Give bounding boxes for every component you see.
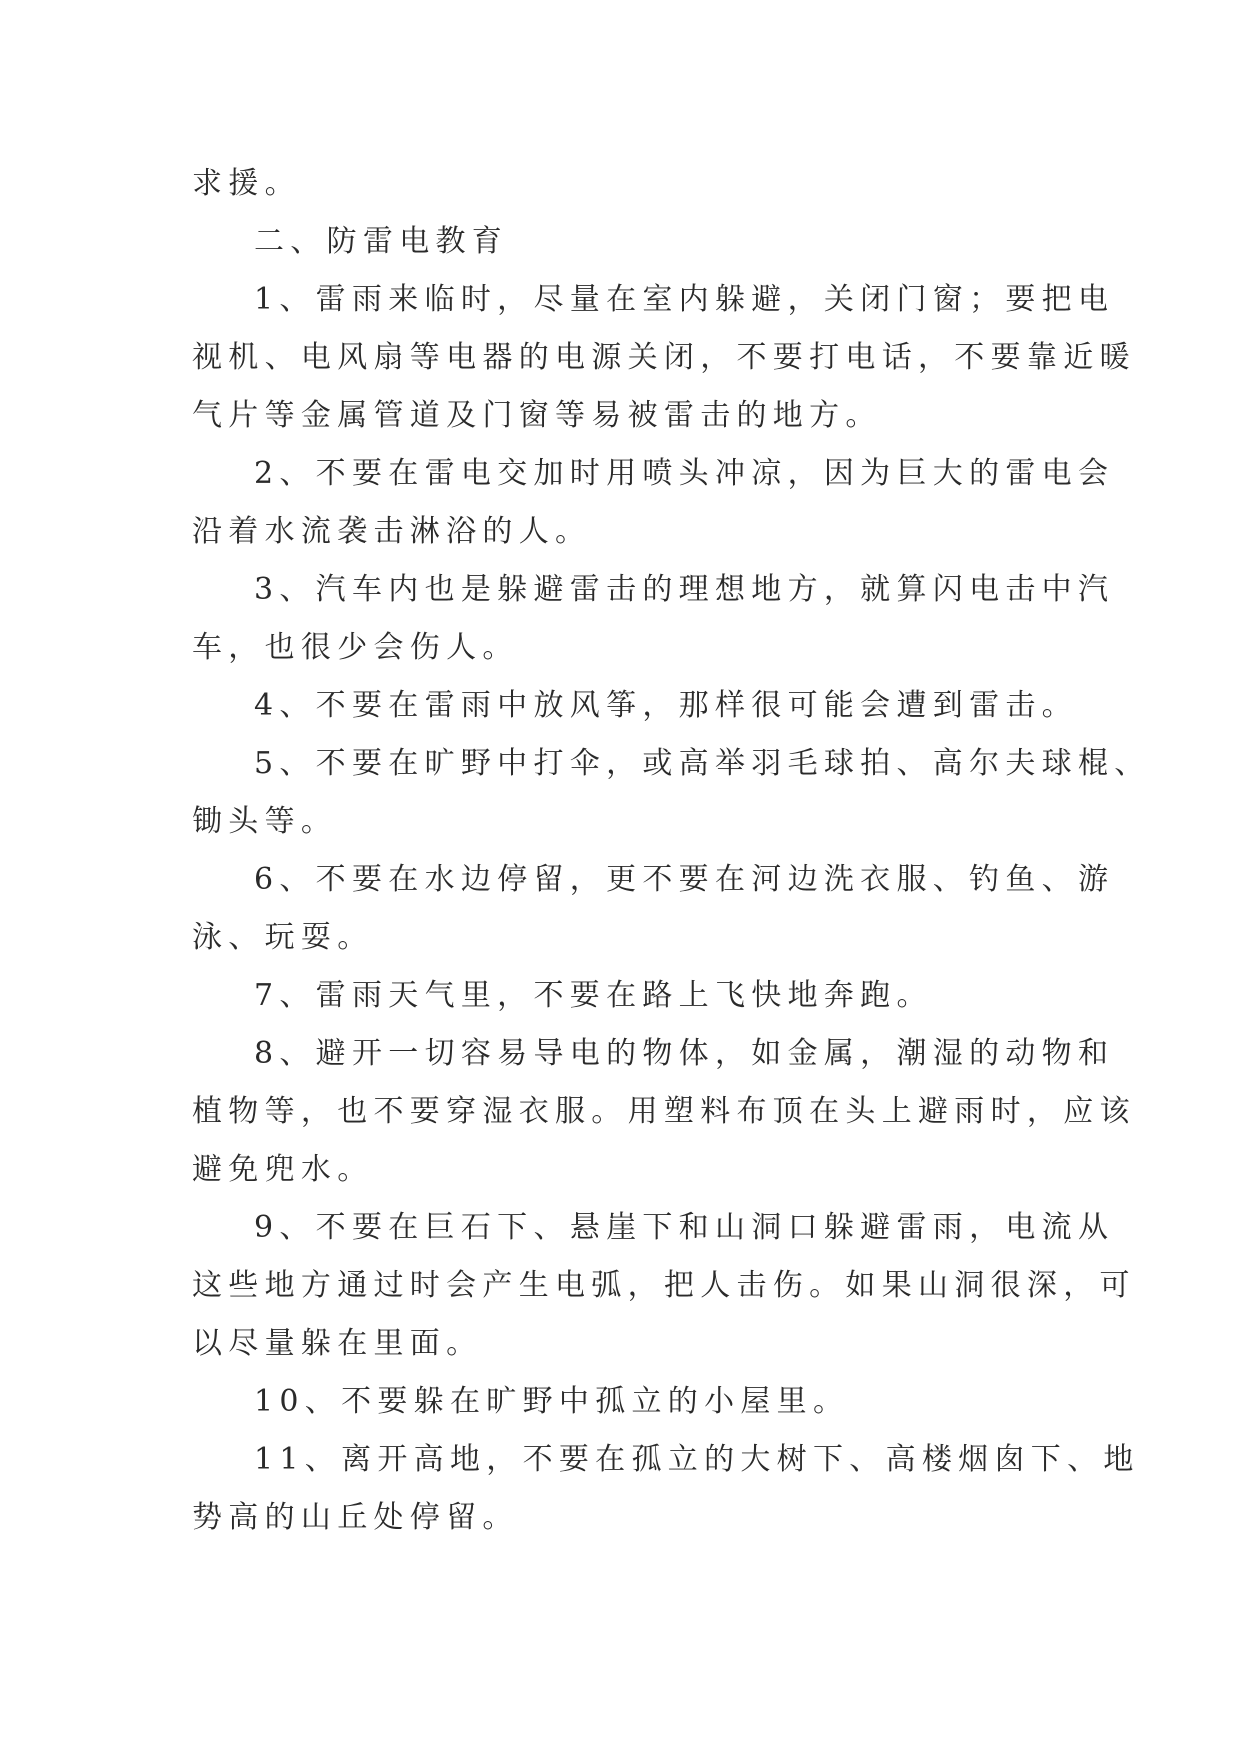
text-line: 视机、电风扇等电器的电源关闭，不要打电话，不要靠近暖: [192, 340, 1136, 375]
document-body: [192, 155, 1151, 1547]
section-heading: 二、防雷电教育: [254, 224, 509, 259]
text-line: 以尽量躲在里面。: [192, 1326, 483, 1361]
text-line: 1、雷雨来临时，尽量在室内躲避，关闭门窗；要把电: [254, 282, 1115, 317]
text-line: 锄头等。: [192, 804, 338, 839]
text-line: 势高的山丘处停留。: [192, 1500, 519, 1535]
text-line: 车，也很少会伤人。: [192, 630, 519, 665]
text-line: 求援。: [192, 166, 301, 201]
text-line: 气片等金属管道及门窗等易被雷击的地方。: [192, 398, 882, 433]
text-line: 8、避开一切容易导电的物体，如金属，潮湿的动物和: [254, 1036, 1115, 1071]
text-line: 避免兜水。: [192, 1152, 374, 1187]
text-line: 沿着水流袭击淋浴的人。: [192, 514, 592, 549]
text-line: 7、雷雨天气里，不要在路上飞快地奔跑。: [254, 978, 933, 1013]
text-line: 植物等，也不要穿湿衣服。用塑料布顶在头上避雨时，应该: [192, 1094, 1136, 1129]
text-line: 5、不要在旷野中打伞，或高举羽毛球拍、高尔夫球棍、: [254, 746, 1151, 781]
text-line: 11、离开高地，不要在孤立的大树下、高楼烟囱下、地: [254, 1442, 1140, 1477]
text-line: 6、不要在水边停留，更不要在河边洗衣服、钓鱼、游: [254, 862, 1115, 897]
text-line: 2、不要在雷电交加时用喷头冲凉，因为巨大的雷电会: [254, 456, 1115, 491]
text-line: 10、不要躲在旷野中孤立的小屋里。: [254, 1384, 850, 1419]
text-line: 4、不要在雷雨中放风筝，那样很可能会遭到雷击。: [254, 688, 1078, 723]
text-line: 9、不要在巨石下、悬崖下和山洞口躲避雷雨，电流从: [254, 1210, 1115, 1245]
text-line: 3、汽车内也是躲避雷击的理想地方，就算闪电击中汽: [254, 572, 1115, 607]
text-line: 这些地方通过时会产生电弧，把人击伤。如果山洞很深，可: [192, 1268, 1136, 1303]
text-line: 泳、玩耍。: [192, 920, 374, 955]
